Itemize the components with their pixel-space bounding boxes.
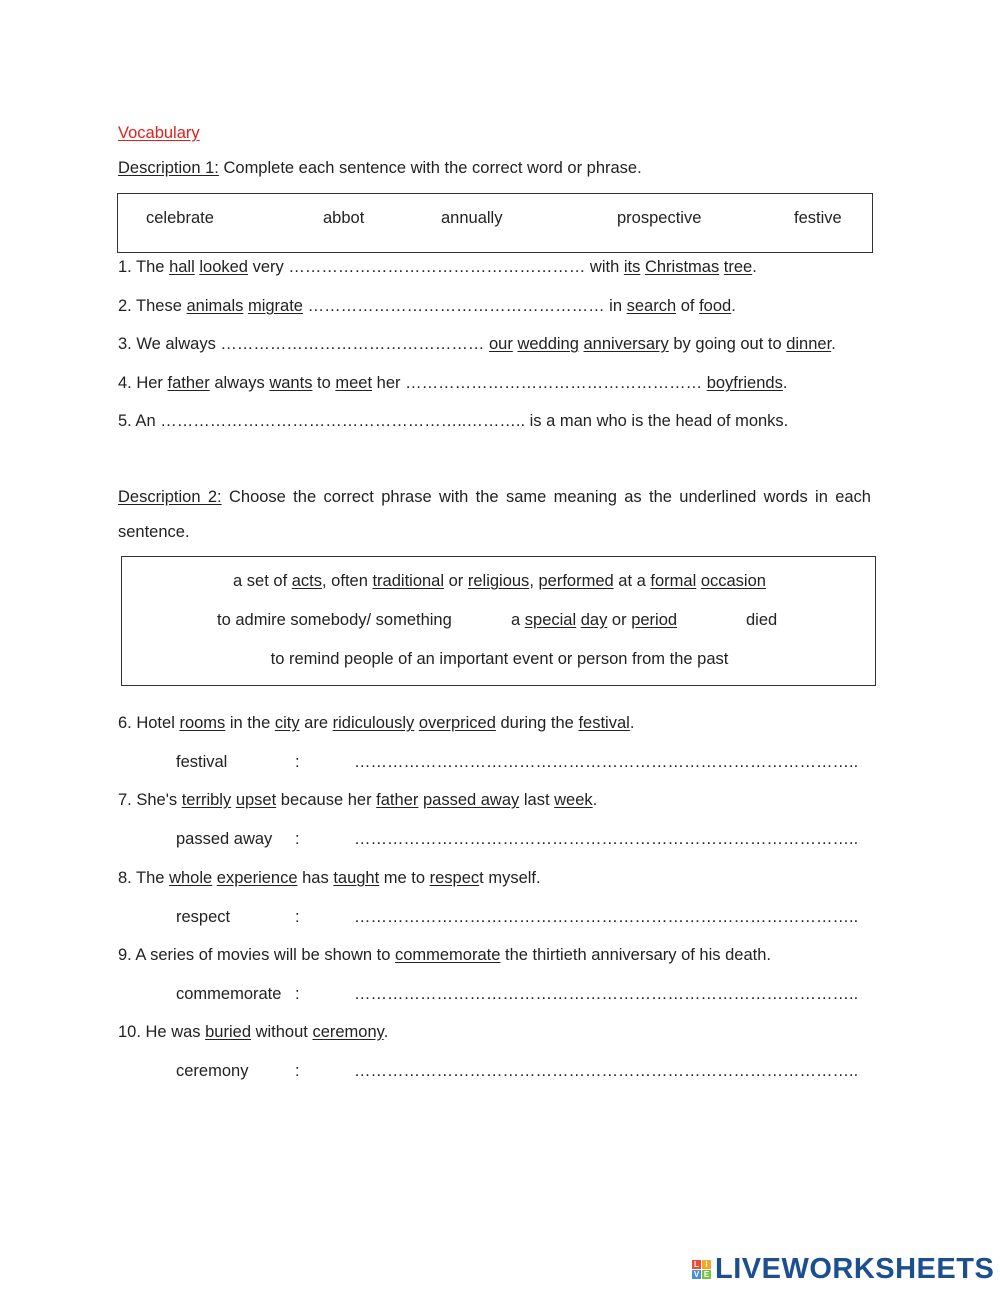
phrase-bank-item: to admire somebody/ something (217, 611, 452, 629)
answer-blank[interactable]: ……………………………………………………………………………….. (354, 753, 859, 771)
logo-icon-letter: I (702, 1260, 711, 1269)
word-bank-item: celebrate (146, 209, 214, 227)
text-run: to (312, 374, 336, 392)
underlined-word: festival (578, 714, 630, 732)
word-bank-item: annually (441, 209, 503, 227)
underlined-word: whole (169, 869, 213, 887)
text-run: . (383, 1023, 389, 1041)
underlined-word: period (631, 611, 678, 629)
text-run: . (752, 258, 757, 276)
text-run: . (831, 335, 836, 353)
text-run: last (519, 791, 555, 809)
liveworksheets-logo-text: LIVEWORKSHEETS (715, 1252, 995, 1285)
question-sentence (118, 1023, 388, 1042)
text-run: 10. He was (118, 1023, 206, 1041)
underlined-word: meet (335, 374, 373, 392)
text-run: . (782, 374, 788, 392)
underlined-word: terribly (181, 791, 232, 809)
sentence-4[interactable] (118, 374, 787, 393)
text-run: 3. We always ………………………………………… (118, 335, 489, 353)
text-run: 6. Hotel (118, 714, 180, 732)
text-run: are (299, 714, 333, 732)
answer-blank[interactable]: ……………………………………………………………………………….. (354, 1062, 859, 1080)
phrase-bank-item: died (746, 611, 778, 629)
text-run: very ……………………………………………… with (247, 258, 624, 276)
answer-blank[interactable]: ……………………………………………………………………………….. (354, 908, 859, 926)
word-bank-box (117, 193, 873, 253)
question-term: ceremony (176, 1062, 249, 1080)
underlined-word: ridiculously (332, 714, 415, 732)
word-bank-item: prospective (617, 209, 702, 227)
description-1-instruction: Complete each sentence with the correct word or phrase. (218, 159, 642, 177)
text-run: always (209, 374, 270, 392)
underlined-word: buried (205, 1023, 251, 1041)
text-run: without (251, 1023, 313, 1041)
underlined-word: boyfriends (706, 374, 783, 392)
phrase-bank-item (122, 572, 877, 591)
underlined-word: search (626, 297, 677, 315)
text-run: 5. An ………………………………………………..……….. is a man who is the head of monks. (118, 412, 789, 430)
phrase-bank-item (511, 611, 677, 630)
underlined-word: tree (723, 258, 753, 276)
question-sentence (118, 946, 771, 965)
text-run: , (529, 572, 539, 590)
underlined-word: day (580, 611, 608, 629)
underlined-word: respec (429, 869, 480, 887)
underlined-word: commemorate (394, 946, 501, 964)
question-term: commemorate (176, 985, 282, 1003)
text-run: me to (379, 869, 430, 887)
text-run: a (511, 611, 525, 629)
underlined-word: anniversary (583, 335, 669, 353)
underlined-word: experience (216, 869, 298, 887)
sentence-2[interactable] (118, 297, 736, 316)
text-run: . (731, 297, 736, 315)
question-colon: : (295, 908, 300, 926)
underlined-word: city (274, 714, 300, 732)
underlined-word: migrate (247, 297, 303, 315)
underlined-word: Christmas (644, 258, 720, 276)
text-run: of (676, 297, 700, 315)
sentence-3[interactable] (118, 335, 836, 354)
underlined-word: wants (269, 374, 313, 392)
phrase-bank-box (121, 556, 876, 686)
page-title: Vocabulary (118, 124, 200, 142)
underlined-word: traditional (372, 572, 445, 590)
underlined-word: passed away (422, 791, 520, 809)
text-run: her ……………………………………………… (372, 374, 707, 392)
text-run: 4. Her (118, 374, 168, 392)
underlined-word: food (699, 297, 732, 315)
text-run: , often (322, 572, 373, 590)
underlined-word: wedding (517, 335, 579, 353)
question-colon: : (295, 985, 300, 1003)
description-1 (118, 159, 642, 178)
text-run: a set of (233, 572, 292, 590)
underlined-word: religious (467, 572, 530, 590)
question-sentence (118, 869, 541, 888)
underlined-word: occasion (700, 572, 766, 590)
question-colon: : (295, 830, 300, 848)
text-run: . (629, 714, 635, 732)
question-colon: : (295, 1062, 300, 1080)
underlined-word: father (167, 374, 210, 392)
text-run: has (297, 869, 334, 887)
underlined-word: acts (291, 572, 323, 590)
underlined-word: hall (169, 258, 195, 276)
underlined-word: father (376, 791, 419, 809)
text-run: during the (495, 714, 579, 732)
text-run: ……………………………………………… in (302, 297, 627, 315)
question-term: passed away (176, 830, 273, 848)
phrase-bank-item: to remind people of an important event or person from the past (270, 650, 729, 668)
description-2-instruction: Choose the correct phrase with the same meaning as the underlined words in each (221, 488, 871, 506)
sentence-1[interactable] (118, 258, 757, 277)
text-run: in the (225, 714, 275, 732)
question-term: festival (176, 753, 228, 771)
text-run: by going out to (668, 335, 787, 353)
logo-icon-letter: E (703, 1269, 710, 1279)
underlined-word: formal (650, 572, 697, 590)
description-2-label: Description 2: (118, 488, 222, 506)
text-run: or (444, 572, 468, 590)
description-1-label: Description 1: (118, 159, 219, 177)
underlined-word: upset (235, 791, 277, 809)
answer-blank[interactable]: ……………………………………………………………………………….. (354, 830, 859, 848)
text-run: the thirtieth anniversary of his death. (500, 946, 771, 964)
text-run: 2. These (118, 297, 187, 315)
description-2-instruction-cont: sentence. (118, 523, 190, 541)
logo-icon-letter: L (692, 1260, 701, 1269)
liveworksheets-logo-icon (692, 1260, 711, 1279)
underlined-word: week (554, 791, 593, 809)
word-bank-item: abbot (323, 209, 365, 227)
underlined-word: performed (538, 572, 614, 590)
question-term: respect (176, 908, 231, 926)
underlined-word: dinner (786, 335, 832, 353)
underlined-word: animals (186, 297, 244, 315)
text-run: t myself. (479, 869, 541, 887)
underlined-word: ceremony (312, 1023, 384, 1041)
underlined-word: its (623, 258, 641, 276)
question-sentence (118, 791, 597, 810)
underlined-word: special (524, 611, 577, 629)
text-run: at a (613, 572, 651, 590)
sentence-5[interactable] (118, 412, 788, 431)
text-run: because her (276, 791, 377, 809)
answer-blank[interactable]: ……………………………………………………………………………….. (354, 985, 859, 1003)
text-run: 9. A series of movies will be shown to (118, 946, 395, 964)
text-run: 1. The (118, 258, 170, 276)
liveworksheets-logo (692, 1253, 994, 1285)
text-run: 8. The (118, 869, 170, 887)
word-bank-item: festive (794, 209, 842, 227)
underlined-word: looked (199, 258, 248, 276)
underlined-word: taught (333, 869, 380, 887)
text-run: or (607, 611, 632, 629)
underlined-word: our (488, 335, 513, 353)
description-2 (118, 488, 871, 507)
text-run: . (592, 791, 598, 809)
underlined-word: rooms (179, 714, 226, 732)
text-run: 7. She's (118, 791, 182, 809)
question-colon: : (295, 753, 300, 771)
underlined-word: overpriced (418, 714, 496, 732)
logo-icon-letter: V (693, 1269, 700, 1279)
question-sentence (118, 714, 634, 733)
